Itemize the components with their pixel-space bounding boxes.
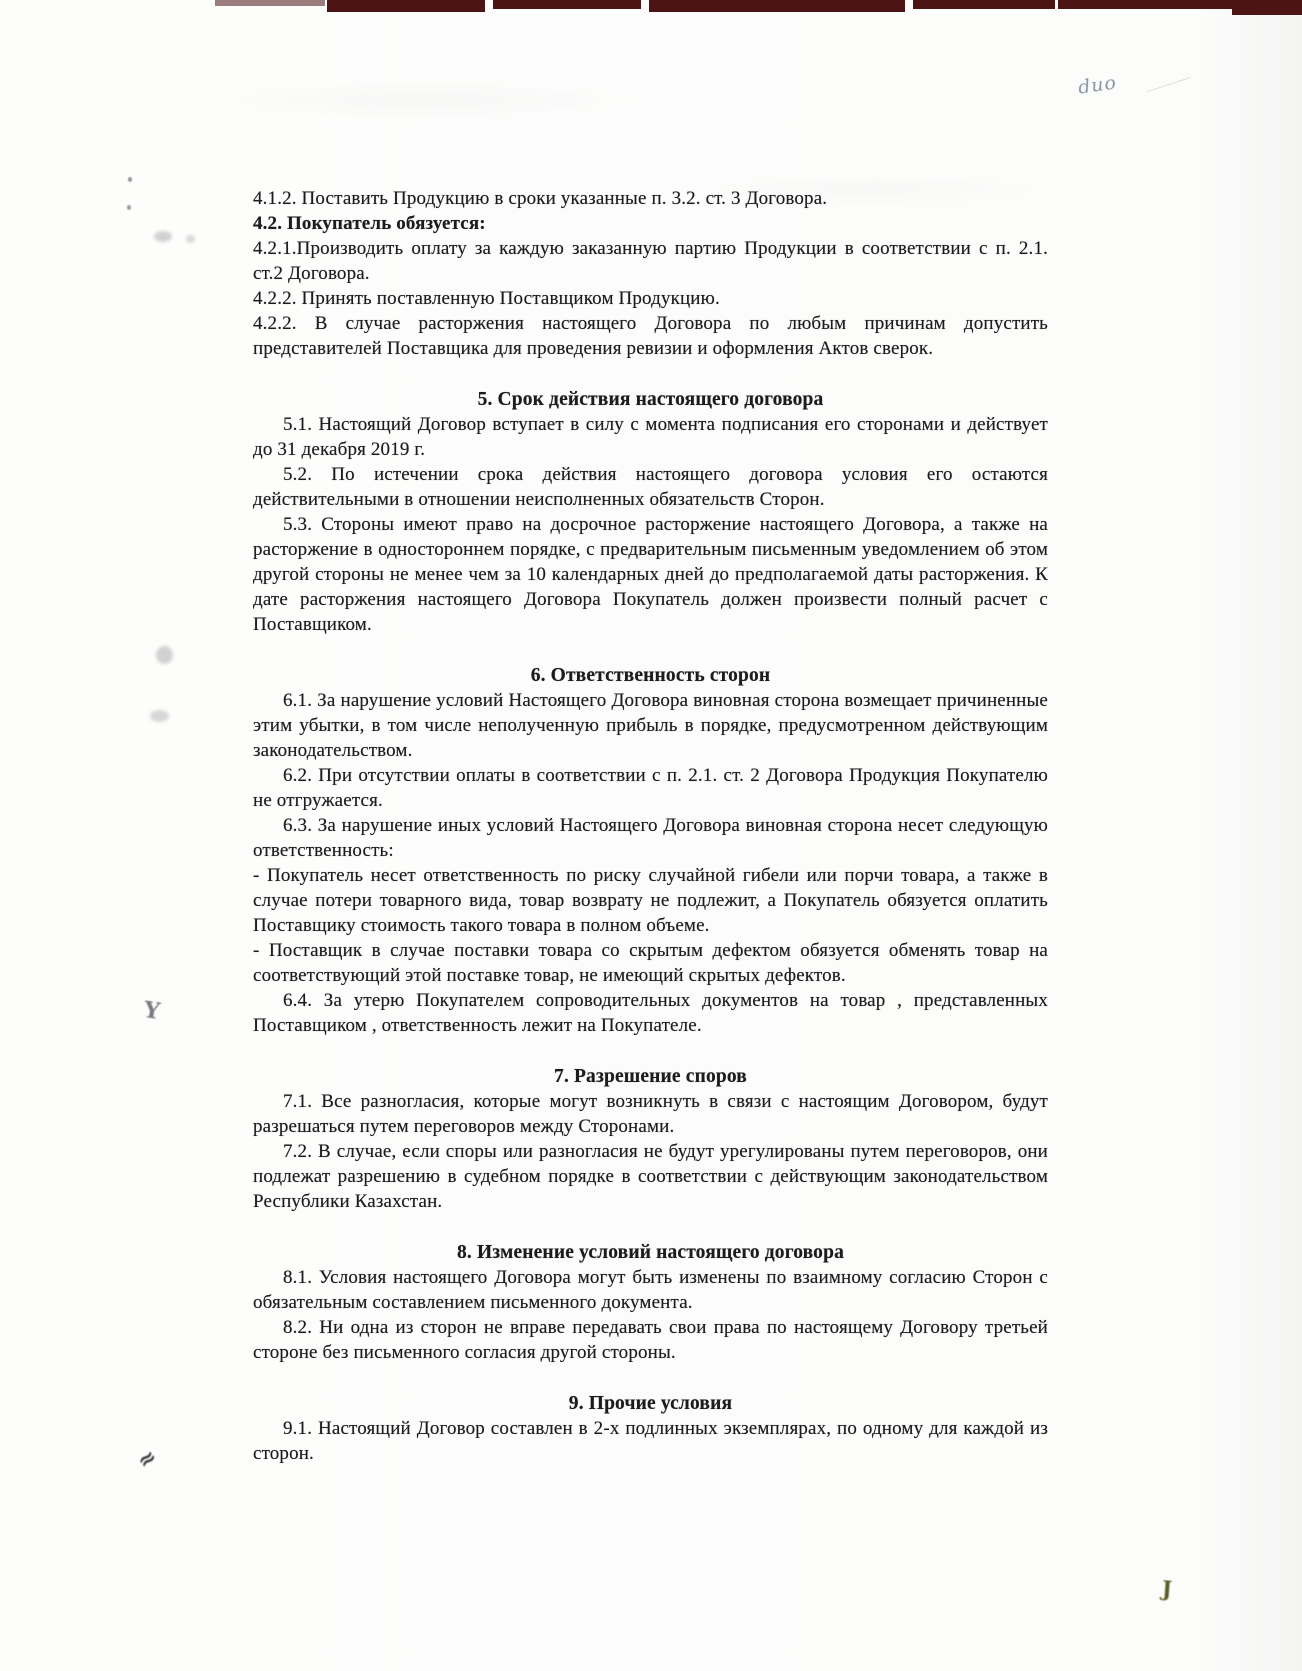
- section-5-contract-term: [253, 387, 1048, 637]
- section-6-liability: [253, 663, 1048, 1038]
- scan-edge-mark: [493, 0, 641, 9]
- clause-5-3: 5.3. Стороны имеют право на досрочное расторжение настоящего Договора, а также на расторжение в одностороннем порядке, с предварительным письменным уведомлением об этом другой стороны не менее чем за 10 календарных дней до предполагаемой даты расторжения. К дате расторжения настоящего Договора Покупатель должен произвести полный расчет с Поставщиком.: [253, 514, 1048, 635]
- section-9-miscellaneous: [253, 1391, 1048, 1466]
- section-7-heading: 7. Разрешение споров: [554, 1066, 747, 1087]
- clause-4-1-2: 4.1.2. Поставить Продукцию в сроки указанные п. 3.2. ст. 3 Договора.: [253, 188, 828, 209]
- scan-edge-mark: [649, 0, 905, 12]
- scan-edge-mark: [913, 0, 1055, 9]
- scan-smudge: [156, 646, 173, 664]
- clause-8-1: 8.1. Условия настоящего Договора могут быть изменены по взаимному согласию Сторон с обязательным составлением письменного документа.: [253, 1267, 1048, 1313]
- clause-6-3: 6.3. За нарушение иных условий Настоящего Договора виновная сторона несет следующую ответственность:: [253, 815, 1048, 861]
- scan-edge-mark: [327, 0, 485, 12]
- section-8-amendments: [253, 1240, 1048, 1365]
- clause-6-3-supplier-defect: - Поставщик в случае поставки товара со скрытым дефектом обязуется обменять товар на соответствующий этой поставке товар, не имеющий скрытых дефектов.: [253, 940, 1048, 986]
- clause-4-2-title: 4.2. Покупатель обязуется:: [253, 213, 486, 234]
- clause-4-2-2b: 4.2.2. В случае расторжения настоящего Договора по любым причинам допустить представителей Поставщика для проведения ревизии и оформления Актов сверок.: [253, 313, 1048, 359]
- clause-6-1: 6.1. За нарушение условий Настоящего Договора виновная сторона возмещает причиненные этим убытки, в том числе неполученную прибыль в порядке, предусмотренном действующим законодательством.: [253, 690, 1048, 761]
- pencil-stroke: [1147, 77, 1191, 92]
- scan-smudge: [150, 710, 169, 722]
- clause-9-1: 9.1. Настоящий Договор составлен в 2-х подлинных экземплярах, по одному для каждой из сторон.: [253, 1418, 1048, 1464]
- clause-4-2-2: 4.2.2. Принять поставленную Поставщиком Продукцию.: [253, 288, 720, 309]
- scan-edge-mark: [215, 0, 325, 6]
- scan-speck: [128, 177, 132, 182]
- section-5-heading: 5. Срок действия настоящего договора: [477, 389, 824, 410]
- margin-mark: Y: [142, 997, 162, 1025]
- section-9-heading: 9. Прочие условия: [568, 1393, 733, 1414]
- section-6-heading: 6. Ответственность сторон: [530, 665, 771, 686]
- scan-smudge: [186, 235, 195, 243]
- corner-mark: J: [1161, 1575, 1173, 1602]
- contract-text-column: [253, 186, 1048, 1466]
- clause-6-2: 6.2. При отсутствии оплаты в соответствии с п. 2.1. ст. 2 Договора Продукция Покупателю не отгружается.: [253, 765, 1048, 811]
- section-8-heading: 8. Изменение условий настоящего договора: [457, 1242, 844, 1263]
- clause-5-1: 5.1. Настоящий Договор вступает в силу с момента подписания его сторонами и действует до 31 декабря 2019 г.: [253, 414, 1048, 460]
- clause-6-4: 6.4. За утерю Покупателем сопроводительных документов на товар , представленных Поставщиком , ответственность лежит на Покупателе.: [253, 990, 1048, 1036]
- clause-8-2: 8.2. Ни одна из сторон не вправе передавать свои права по настоящему Договору третьей стороне без письменного согласия другой стороны.: [253, 1317, 1048, 1363]
- clause-7-2: 7.2. В случае, если споры или разногласия не будут урегулированы путем переговоров, они подлежат разрешению в судебном порядке в соответствии с действующим законодательством Республики Казахстан.: [253, 1141, 1048, 1212]
- margin-squiggle-mark: ≈: [131, 1443, 163, 1475]
- clause-4-2-1: 4.2.1.Производить оплату за каждую заказанную партию Продукции в соответствии с п. 2.1. ст.2 Договора.: [253, 238, 1048, 284]
- handwritten-note: duo: [1076, 71, 1119, 99]
- scan-edge-mark: [1232, 0, 1302, 15]
- section-7-dispute-resolution: [253, 1064, 1048, 1214]
- clause-6-3-buyer-risk: - Покупатель несет ответственность по риску случайной гибели или порчи товара, а также в случае потери товарного вида, товар возврату не подлежит, а Покупатель обязуется оплатить Поставщику стоимость такого товара в полном объеме.: [253, 865, 1048, 936]
- clause-7-1: 7.1. Все разногласия, которые могут возникнуть в связи с настоящим Договором, будут разрешаться путем переговоров между Сторонами.: [253, 1091, 1048, 1137]
- section-4-buyer-obligations: [253, 186, 1048, 361]
- scan-speck: [127, 205, 131, 210]
- scan-smudge: [154, 231, 172, 242]
- clause-5-2: 5.2. По истечении срока действия настоящего договора условия его остаются действительными в отношении неисполненных обязательств Сторон.: [253, 464, 1048, 510]
